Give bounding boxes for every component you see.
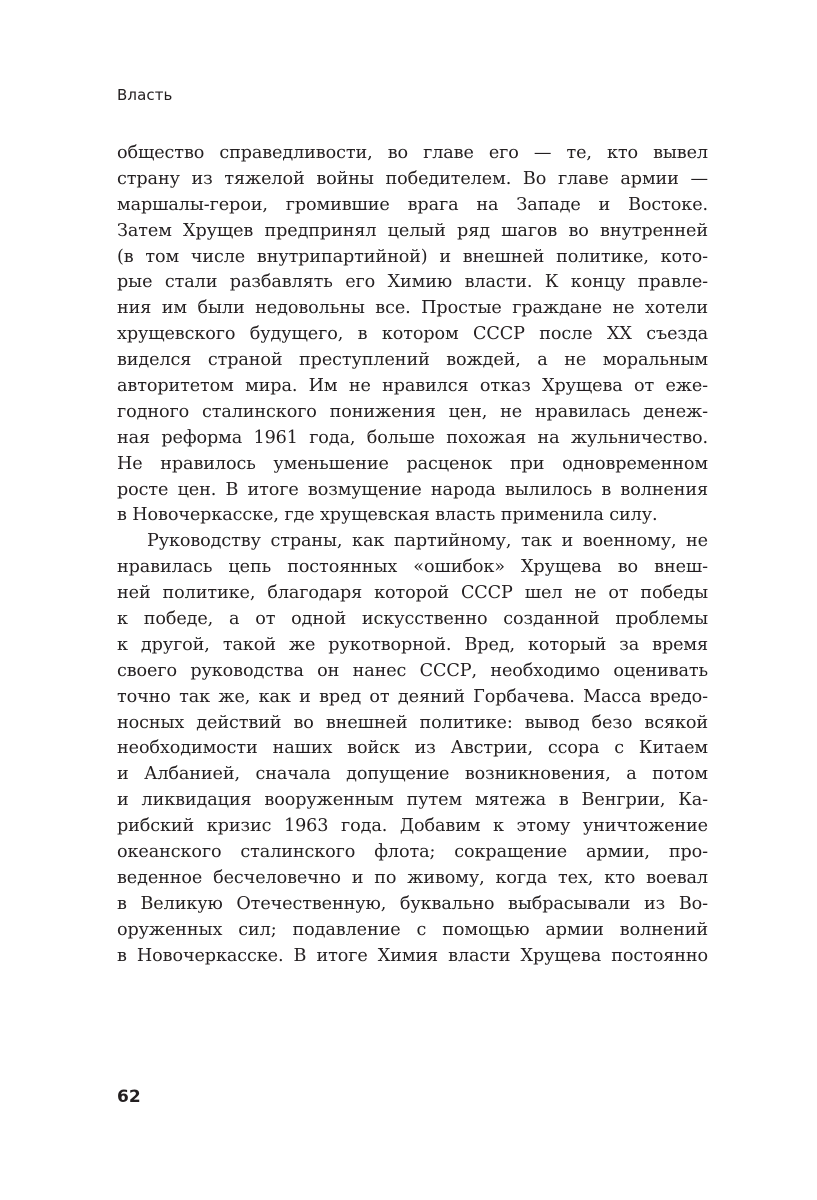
text-line: авторитетом мира. Им не нравился отказ Хрущева от еже- xyxy=(117,376,708,397)
text-line: (в том числе внутрипартийной) и внешней политике, кото- xyxy=(117,246,708,267)
text-line: общество справедливости, во главе его — те, кто вывел xyxy=(117,143,708,163)
text-line: к другой, такой же рукотворной. Вред, который за время xyxy=(117,634,708,655)
text-line: годного сталинского понижения цен, не нравилась денеж- xyxy=(117,401,708,422)
text-line: рибский кризис 1963 года. Добавим к этому уничтожение xyxy=(117,816,708,837)
text-line: к победе, а от одной искусственно созданной проблемы xyxy=(117,609,708,630)
text-line: носных действий во внешней политике: вывод безо всякой xyxy=(117,712,708,733)
text-line: своего руководства он нанес СССР, необходимо оценивать xyxy=(117,660,708,681)
body-text xyxy=(117,141,708,970)
text-line: океанского сталинского флота; сокращение армии, про- xyxy=(117,842,708,863)
text-line: ная реформа 1961 года, больше похожая на жульничество. xyxy=(117,427,708,448)
running-head: Власть xyxy=(117,86,173,104)
text-line: точно так же, как и вред от деяний Горбачева. Масса вредо- xyxy=(117,686,708,707)
text-line: необходимости наших войск из Австрии, ссора с Китаем xyxy=(117,738,708,759)
text-line: Руководству страны, как партийному, так и военному, не xyxy=(147,531,708,552)
text-line: маршалы-герои, громившие врага на Западе и Востоке. xyxy=(117,194,708,215)
text-line: хрущевского будущего, в котором СССР после XX съезда xyxy=(117,324,708,345)
text-line: ней политике, благодаря которой СССР шел не от победы xyxy=(117,583,708,604)
text-line: и ликвидация вооруженным путем мятежа в Венгрии, Ка- xyxy=(117,790,708,811)
text-line: Не нравилось уменьшение расценок при одновременном xyxy=(117,453,708,474)
text-line: виделся страной преступлений вождей, а не моральным xyxy=(117,350,708,371)
page-number: 62 xyxy=(117,1087,141,1107)
text-line: в Новочеркасске. В итоге Химия власти Хрущева постоянно xyxy=(117,945,708,966)
text-line: и Албанией, сначала допущение возникновения, а потом xyxy=(117,764,708,785)
text-line: росте цен. В итоге возмущение народа вылилось в волнения xyxy=(117,479,708,500)
text-line: в Новочеркасске, где хрущевская власть применила силу. xyxy=(117,505,658,526)
text-line: страну из тяжелой войны победителем. Во главе армии — xyxy=(117,168,708,189)
text-line: в Великую Отечественную, буквально выбрасывали из Во- xyxy=(117,893,708,914)
paragraph-1 xyxy=(117,141,708,529)
paragraph-2 xyxy=(117,529,708,969)
text-line: веденное бесчеловечно и по живому, когда тех, кто воевал xyxy=(117,867,708,888)
text-line: нравилась цепь постоянных «ошибок» Хрущева во внеш- xyxy=(117,557,708,578)
text-line: Затем Хрущев предпринял целый ряд шагов во внутренней xyxy=(117,220,708,241)
text-line: рые стали разбавлять его Химию власти. К концу правле- xyxy=(117,272,708,293)
text-line: оруженных сил; подавление с помощью армии волнений xyxy=(117,919,708,940)
text-line: ния им были недовольны все. Простые граждане не хотели xyxy=(117,298,708,319)
